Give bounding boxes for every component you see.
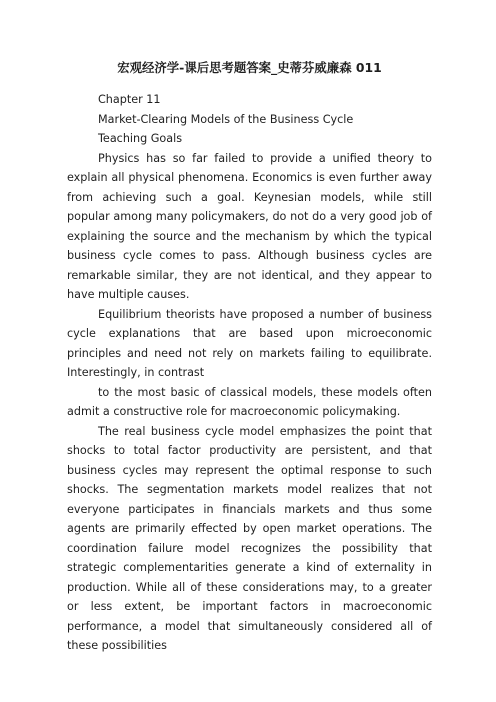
paragraph-physics: Physics has so far failed to provide a unified theory to explain all physical phenomena. Economics is even further away from achieving such a goal. Keynesian models, while still popular among many policymakers, do not do a very good job of explaining the source and the mechanism by which the typical business cycle comes to pass. Although business cycles are remarkable similar, they are not identical, and they appear to have multiple causes. [67,151,432,301]
paragraph-classical-models: to the most basic of classical models, these models often admit a constructive role for macroeconomic policymaking. [67,385,432,418]
paragraph-real-business-cycle: The real business cycle model emphasizes the point that shocks to total factor productivity are persistent, and that business cycles may represent the optimal response to such shocks. The segmentation markets model realizes that not everyone participates in financials markets and thus some agents are primarily effected by open market operations. The coordination failure model recognizes the possibility that strategic complementarities generate a kind of externality in production. While all of these considerations may, to a greater or less extent, be important factors in macroeconomic performance, a model that simultaneously considered all of these possibilities [67,424,432,652]
chapter-title: Market-Clearing Models of the Business Cycle [98,112,354,126]
section-heading: Teaching Goals [98,132,183,145]
paragraph-equilibrium: Equilibrium theorists have proposed a number of business cycle explanations that are based upon microeconomic principles and need not rely on markets failing to equilibrate. Interestingly, in contrast [67,307,432,379]
document-title: 宏观经济学-课后思考题答案_史蒂芬威廉森 011 [117,60,382,75]
chapter-number: Chapter 11 [98,93,161,106]
